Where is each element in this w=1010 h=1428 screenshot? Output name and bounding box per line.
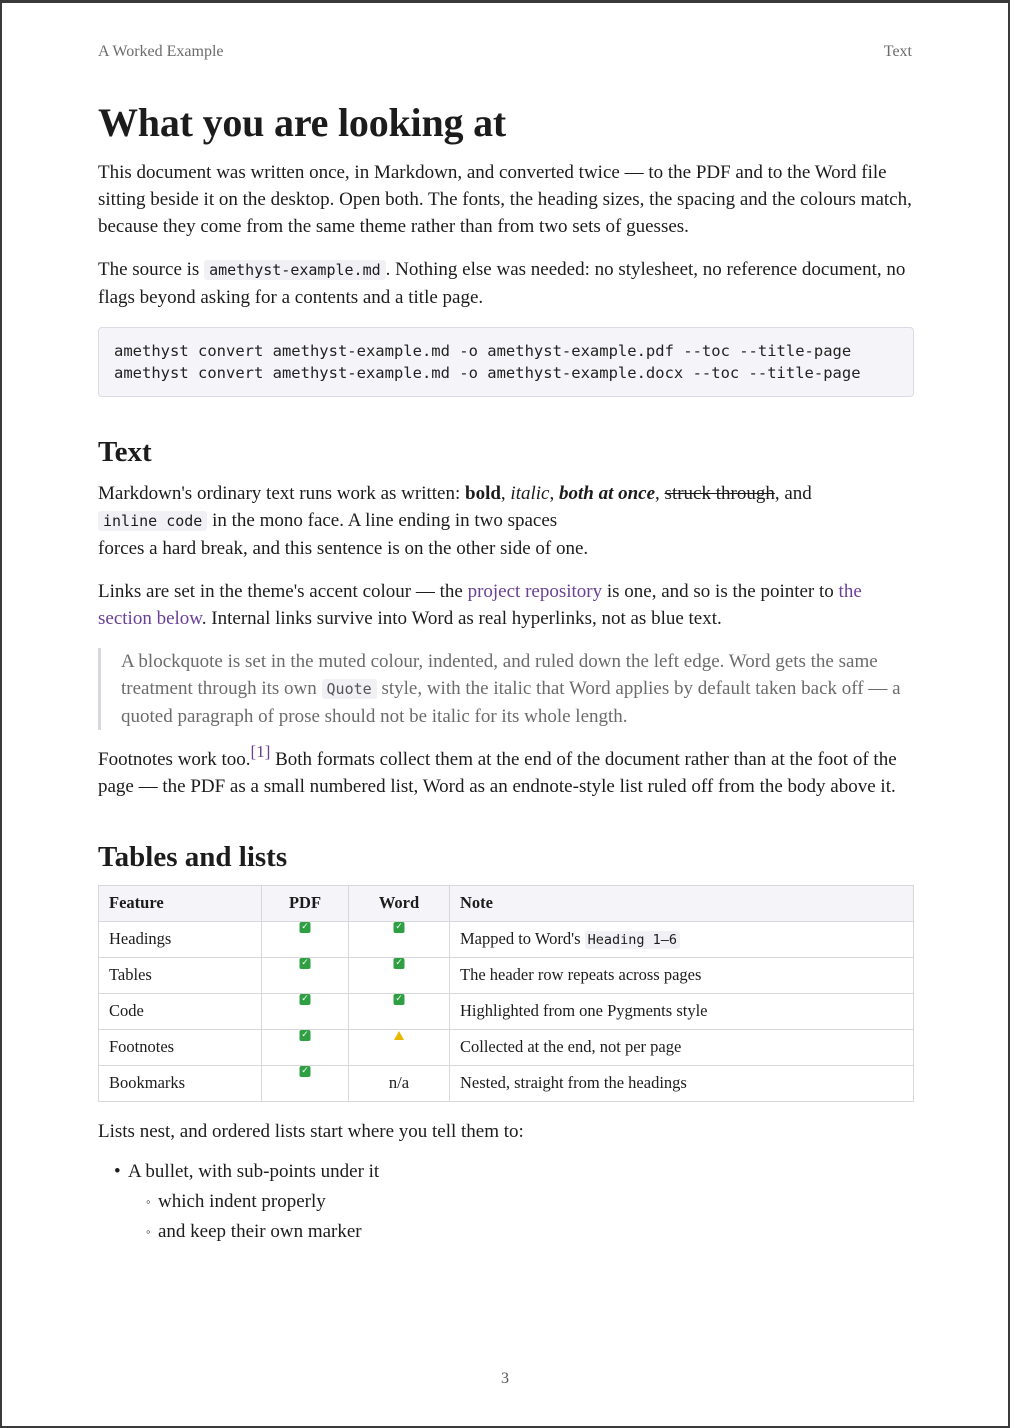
blockquote xyxy=(98,648,914,730)
source-text-before: The source is xyxy=(98,259,205,280)
text-run: Both formats collect them at the end of the document rather than at the foot of the page — the PDF as a small numbered list, Word as an endnote-style list ruled off from the body above it. xyxy=(98,748,897,797)
pdf-cell xyxy=(262,1065,349,1101)
column-header-feature: Feature xyxy=(99,885,262,921)
footnote-reference-link[interactable]: [1] xyxy=(250,741,271,761)
note-cell: Collected at the end, not per page xyxy=(450,1029,914,1065)
heading-style-code: Heading 1–6 xyxy=(585,931,680,949)
separator: , xyxy=(500,482,511,504)
sub-list xyxy=(98,1187,914,1247)
word-cell xyxy=(349,1029,450,1065)
column-header-pdf: PDF xyxy=(262,885,349,921)
note-text: Mapped to Word's xyxy=(460,929,585,949)
text-run: is one, and so is the pointer to xyxy=(602,580,839,602)
list-item xyxy=(98,1157,914,1247)
column-header-note: Note xyxy=(450,885,914,921)
check-icon: ✓ xyxy=(301,993,309,1004)
text-runs-paragraph xyxy=(98,480,914,562)
feature-table xyxy=(98,885,914,1102)
inline-code-run: inline code xyxy=(98,511,207,531)
word-cell xyxy=(349,993,450,1029)
check-icon: ✓ xyxy=(395,957,403,968)
text-run: in the mono face. A line ending in two spaces xyxy=(207,509,558,531)
text-run: Links are set in the theme's accent colour — the xyxy=(98,580,468,602)
separator: , xyxy=(655,482,665,504)
sub-list-item xyxy=(98,1187,914,1217)
code-line: amethyst convert amethyst-example.md -o amethyst-example.pdf --toc --title-page xyxy=(114,342,852,360)
section-heading-tables-and-lists: Tables and lists xyxy=(98,840,288,873)
word-cell xyxy=(349,957,450,993)
bold-italic-run: both at once xyxy=(558,482,656,504)
sub-list-item-text: and keep their own marker xyxy=(158,1220,362,1242)
text-run: Footnotes work too. xyxy=(98,748,251,770)
note-cell xyxy=(450,921,914,957)
check-icon: ✓ xyxy=(301,1065,309,1076)
pdf-cell xyxy=(262,921,349,957)
bold-run: bold xyxy=(465,482,501,504)
table-row xyxy=(99,1065,914,1101)
bullet-list xyxy=(98,1157,914,1247)
table-row xyxy=(99,993,914,1029)
check-icon: ✓ xyxy=(395,921,403,932)
feature-cell: Bookmarks xyxy=(99,1065,262,1101)
intro-paragraph: This document was written once, in Markdown, and converted twice — to the PDF and to the Word file sitting beside it on the desktop. Open both. The fonts, the heading sizes, the spacing and the colours match, because they come from the same theme rather than from two sets of guesses. xyxy=(98,162,912,237)
source-filename: amethyst-example.md xyxy=(204,260,386,280)
source-text-after: . Nothing else was needed: no stylesheet, no reference document, no flags beyond asking for a contents and a title page. xyxy=(98,259,906,308)
section-heading-text: Text xyxy=(98,436,152,468)
pdf-cell xyxy=(262,957,349,993)
column-header-word: Word xyxy=(349,885,450,921)
note-cell: Nested, straight from the headings xyxy=(450,1065,914,1101)
quote-text: A blockquote is set in the muted colour, indented, and ruled down the left edge. Word gets the same treatment through its own xyxy=(121,650,878,699)
bullet-marker: • xyxy=(114,1160,121,1182)
table-row xyxy=(99,921,914,957)
pdf-cell xyxy=(262,993,349,1029)
table-header-row xyxy=(99,885,914,921)
lists-intro-paragraph: Lists nest, and ordered lists start where you tell them to: xyxy=(98,1120,524,1142)
links-paragraph xyxy=(98,578,914,632)
sub-list-item xyxy=(98,1217,914,1247)
text-run: Markdown's ordinary text runs work as written: xyxy=(98,482,465,504)
feature-cell: Footnotes xyxy=(99,1029,262,1065)
check-icon: ✓ xyxy=(395,993,403,1004)
command-code-block[interactable] xyxy=(98,327,914,397)
word-cell xyxy=(349,921,450,957)
code-line: amethyst convert amethyst-example.md -o amethyst-example.docx --toc --title-page xyxy=(114,364,861,382)
note-cell: Highlighted from one Pygments style xyxy=(450,993,914,1029)
text-run: , and xyxy=(774,482,812,504)
hard-break-line: forces a hard break, and this sentence is on the other side of one. xyxy=(98,537,589,559)
check-icon: ✓ xyxy=(301,921,309,932)
sub-list-item-text: which indent properly xyxy=(158,1190,326,1212)
sub-bullet-marker: ◦ xyxy=(146,1193,151,1209)
running-header-left: A Worked Example xyxy=(98,43,224,60)
feature-cell: Headings xyxy=(99,921,262,957)
check-icon: ✓ xyxy=(301,1029,309,1040)
running-header xyxy=(98,43,912,61)
page-title: What you are looking at xyxy=(98,100,507,145)
word-cell: n/a xyxy=(349,1065,450,1101)
table-row xyxy=(99,957,914,993)
feature-cell: Code xyxy=(99,993,262,1029)
running-header-right: Text xyxy=(883,43,912,60)
project-repository-link[interactable]: project repository xyxy=(467,580,603,602)
section-below-link[interactable]: the section below xyxy=(98,580,862,629)
italic-run: italic xyxy=(510,482,550,504)
warning-icon xyxy=(394,1031,404,1040)
text-run: . Internal links survive into Word as real hyperlinks, not as blue text. xyxy=(201,607,722,629)
feature-cell: Tables xyxy=(99,957,262,993)
table-row xyxy=(99,1029,914,1065)
page-number: 3 xyxy=(501,1370,509,1387)
sub-bullet-marker: ◦ xyxy=(146,1223,151,1239)
source-paragraph xyxy=(98,256,914,311)
quote-style-code: Quote xyxy=(322,679,377,699)
footnotes-paragraph xyxy=(98,741,914,800)
check-icon: ✓ xyxy=(301,957,309,968)
pdf-cell xyxy=(262,1029,349,1065)
quote-text: style, with the italic that Word applies by default taken back off — a quoted paragraph of prose should not be italic for its whole length. xyxy=(121,677,901,727)
note-cell: The header row repeats across pages xyxy=(450,957,914,993)
list-item-text: A bullet, with sub-points under it xyxy=(128,1160,380,1182)
page-content xyxy=(98,99,914,1247)
strikethrough-run: struck through xyxy=(664,482,775,504)
separator: , xyxy=(549,482,559,504)
